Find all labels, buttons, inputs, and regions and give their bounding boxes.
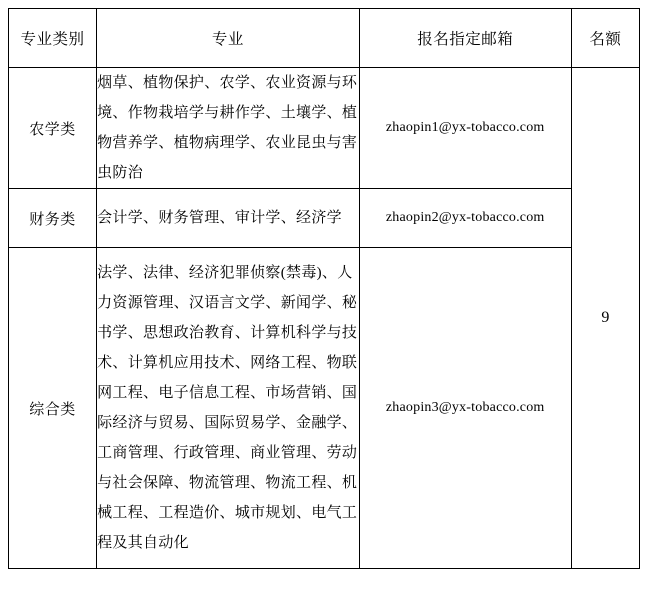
table-row — [9, 68, 640, 189]
table-row — [9, 189, 640, 248]
table-row — [9, 248, 640, 569]
cell-email-general: zhaopin3@yx-tobacco.com — [359, 248, 571, 569]
header-major: 专业 — [97, 9, 359, 68]
table-header-row — [9, 9, 640, 68]
header-category: 专业类别 — [9, 9, 97, 68]
cell-major-finance: 会计学、财务管理、审计学、经济学 — [97, 189, 359, 248]
cell-quota: 9 — [571, 68, 639, 569]
cell-category-finance: 财务类 — [9, 189, 97, 248]
cell-category-general: 综合类 — [9, 248, 97, 569]
cell-email-agriculture: zhaopin1@yx-tobacco.com — [359, 68, 571, 189]
cell-email-finance: zhaopin2@yx-tobacco.com — [359, 189, 571, 248]
cell-major-general: 法学、法律、经济犯罪侦察(禁毒)、人力资源管理、汉语言文学、新闻学、秘书学、思想政治教育、计算机科学与技术、计算机应用技术、网络工程、物联网工程、电子信息工程、市场营销、国际经济与贸易、国际贸易学、金融学、工商管理、行政管理、商业管理、劳动与社会保障、物流管理、物流工程、机械工程、工程造价、城市规划、电气工程及其自动化 — [97, 248, 359, 569]
majors-table-container — [8, 8, 640, 588]
cell-category-agriculture: 农学类 — [9, 68, 97, 189]
header-quota: 名额 — [571, 9, 639, 68]
header-email: 报名指定邮箱 — [359, 9, 571, 68]
majors-table — [8, 8, 640, 569]
cell-major-agriculture: 烟草、植物保护、农学、农业资源与环境、作物栽培学与耕作学、土壤学、植物营养学、植物病理学、农业昆虫与害虫防治 — [97, 68, 359, 189]
